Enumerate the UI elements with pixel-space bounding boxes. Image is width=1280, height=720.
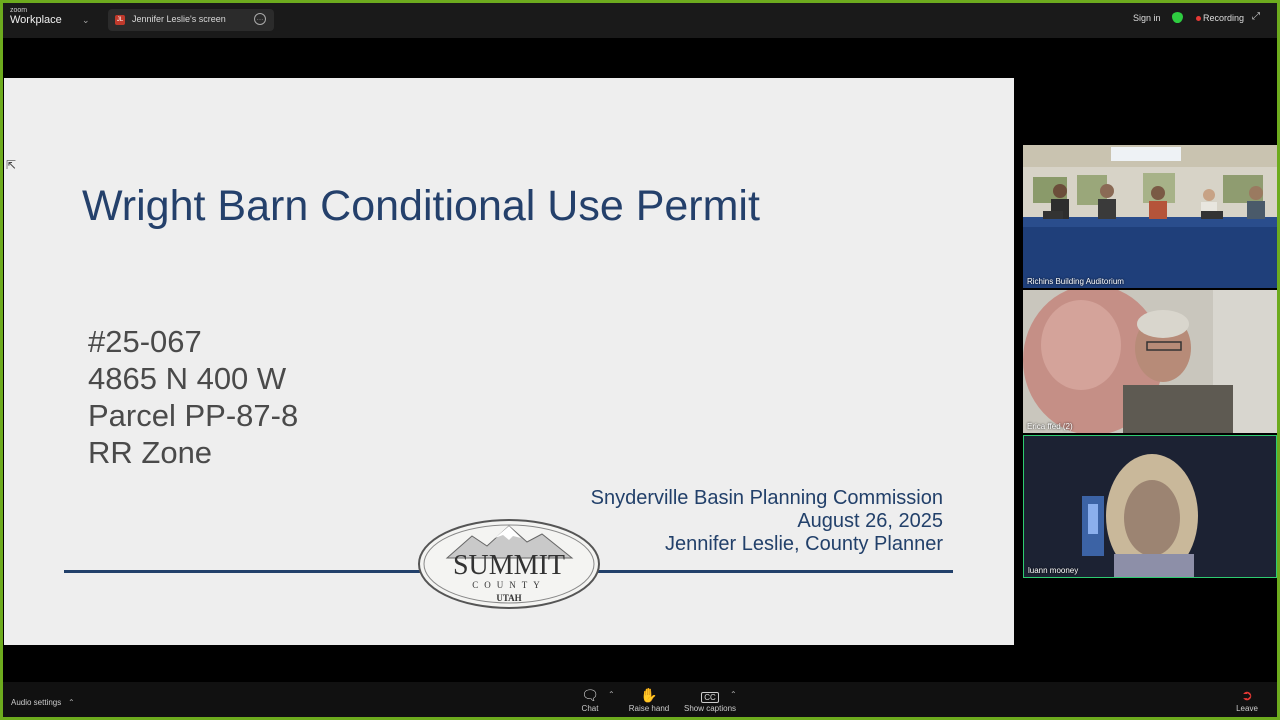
participant-name: Richins Building Auditorium: [1027, 277, 1124, 286]
logo-county-text: COUNTY: [472, 580, 546, 590]
permit-address: 4865 N 400 W: [88, 361, 287, 396]
raise-hand-icon: ✋: [640, 687, 658, 703]
audio-caret-icon[interactable]: ⌃: [68, 698, 75, 707]
chat-label: Chat: [581, 704, 599, 713]
presenter-name: Jennifer Leslie, County Planner: [665, 533, 943, 555]
participant-name: luann mooney: [1028, 566, 1079, 575]
app-brand[interactable]: [10, 7, 62, 26]
raise-hand-label: Raise hand: [628, 704, 670, 713]
participant-video: [1024, 436, 1276, 577]
audio-settings-button[interactable]: Audio settings: [11, 698, 62, 707]
summit-county-logo: [417, 518, 601, 610]
participant-tile-erica[interactable]: [1023, 290, 1277, 433]
meeting-date: August 26, 2025: [797, 510, 943, 532]
captions-label: Show captions: [683, 704, 737, 713]
bottom-toolbar: [0, 682, 1280, 720]
leave-icon: ➲: [1241, 687, 1253, 703]
chat-icon: 🗨: [581, 687, 599, 703]
sign-in-link[interactable]: Sign in: [1133, 13, 1161, 23]
permit-number: #25-067: [88, 324, 202, 359]
tab-avatar: JL: [116, 17, 124, 23]
brand-main-label: Workplace: [10, 14, 62, 26]
cursor-icon: ⇱: [6, 158, 17, 172]
chevron-down-icon[interactable]: ⌄: [82, 15, 90, 25]
screen-share-tab[interactable]: [108, 9, 274, 31]
participant-name: Erica ffed (2): [1027, 422, 1073, 431]
leave-button[interactable]: [1232, 686, 1262, 713]
chat-caret-icon[interactable]: ⌃: [608, 690, 615, 699]
expand-icon[interactable]: ⤢: [1252, 11, 1260, 22]
participant-tile-auditorium[interactable]: [1023, 145, 1277, 288]
captions-caret-icon[interactable]: ⌃: [730, 690, 737, 699]
raise-hand-button[interactable]: [619, 686, 679, 713]
permit-details: [88, 323, 298, 471]
recording-label[interactable]: Recording: [1203, 13, 1245, 23]
slide-title: Wright Barn Conditional Use Permit: [82, 182, 760, 230]
top-bar: [0, 0, 1280, 38]
logo-utah-text: UTAH: [496, 593, 522, 603]
shield-check-icon[interactable]: [1172, 12, 1183, 23]
permit-zone: RR Zone: [88, 435, 213, 470]
participant-video: [1023, 290, 1277, 433]
leave-label: Leave: [1236, 704, 1258, 713]
recording-dot-icon: [1196, 16, 1201, 21]
commission-name: Snyderville Basin Planning Commission: [590, 487, 943, 509]
presentation-slide: [4, 78, 1014, 645]
participant-tile-luann[interactable]: [1023, 435, 1277, 578]
permit-parcel: Parcel PP-87-8: [88, 398, 299, 433]
view-options-icon[interactable]: …: [254, 13, 266, 25]
tab-label: Jennifer Leslie's screen: [132, 14, 226, 24]
captions-icon: CC: [680, 686, 740, 704]
brand-small-label: zoom: [10, 7, 28, 14]
auditorium-video: [1023, 145, 1277, 288]
logo-summit-text: SUMMIT: [452, 550, 566, 581]
slide-footer: [591, 487, 943, 556]
